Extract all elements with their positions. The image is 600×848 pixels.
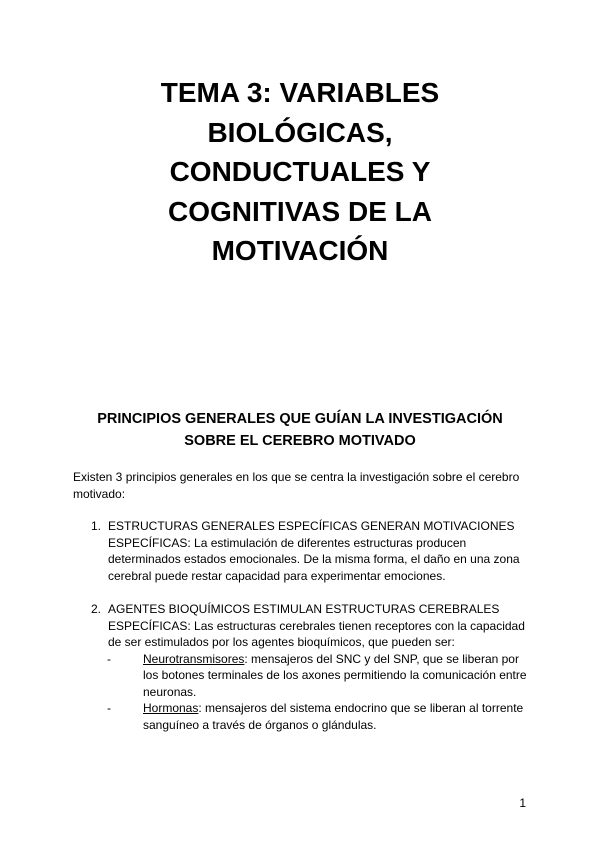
term-hormonas: Hormonas (143, 701, 199, 715)
title-line: MOTIVACIÓN (211, 235, 389, 266)
list-item-text: AGENTES BIOQUÍMICOS ESTIMULAN ESTRUCTURAS CEREBRALES ESPECÍFICAS: Las estructuras cerebrales tienen receptores con la capacidad de ser estimulados por los agentes bioquímicos, que pueden ser: (108, 602, 525, 649)
page-number: 1 (519, 796, 526, 810)
list-item-number: 2. (91, 602, 102, 616)
title-line: COGNITIVAS DE LA (168, 195, 432, 227)
list-item-text: ESTRUCTURAS GENERALES ESPECÍFICAS GENERAN MOTIVACIONES ESPECÍFICAS: La estimulación de diferentes estructuras producen determinados estados emocionales. De la misma forma, el daño en una zona cerebral puede restar capacidad para experimentar emociones. (108, 519, 520, 583)
principles-list (73, 518, 533, 733)
intro-paragraph: Existen 3 principios generales en los que se centra la investigación sobre el cerebro motivado: (73, 470, 520, 501)
title-line: TEMA 3: VARIABLES (160, 77, 440, 108)
term-neurotransmisores: Neurotransmisores (143, 651, 245, 666)
sub-list-item (107, 700, 533, 733)
title-line: BIOLÓGICAS, (207, 116, 393, 148)
list-item (73, 518, 533, 584)
sub-list (108, 651, 533, 734)
dash-bullet: - (107, 651, 111, 666)
title-line: CONDUCTUALES Y (169, 156, 431, 187)
section-heading (60, 408, 540, 452)
sub-list-item-text: : mensajeros del sistema endocrino que se liberan al torrente sanguíneo a través de órganos o glándulas. (143, 701, 524, 732)
section-heading-line: PRINCIPIOS GENERALES QUE GUÍAN LA INVESTIGACIÓN (97, 411, 503, 427)
list-item-number: 1. (91, 519, 102, 533)
dash-bullet: - (107, 701, 111, 715)
sub-list-item-text: : mensajeros del SNC y del SNP, que se liberan por los botones terminales de los axones permitiendo la comunicación entre neuronas. (143, 651, 527, 699)
document-title (60, 73, 540, 271)
list-item (73, 601, 533, 733)
sub-list-item (107, 651, 533, 701)
section-heading-line: SOBRE EL CEREBRO MOTIVADO (184, 433, 416, 449)
